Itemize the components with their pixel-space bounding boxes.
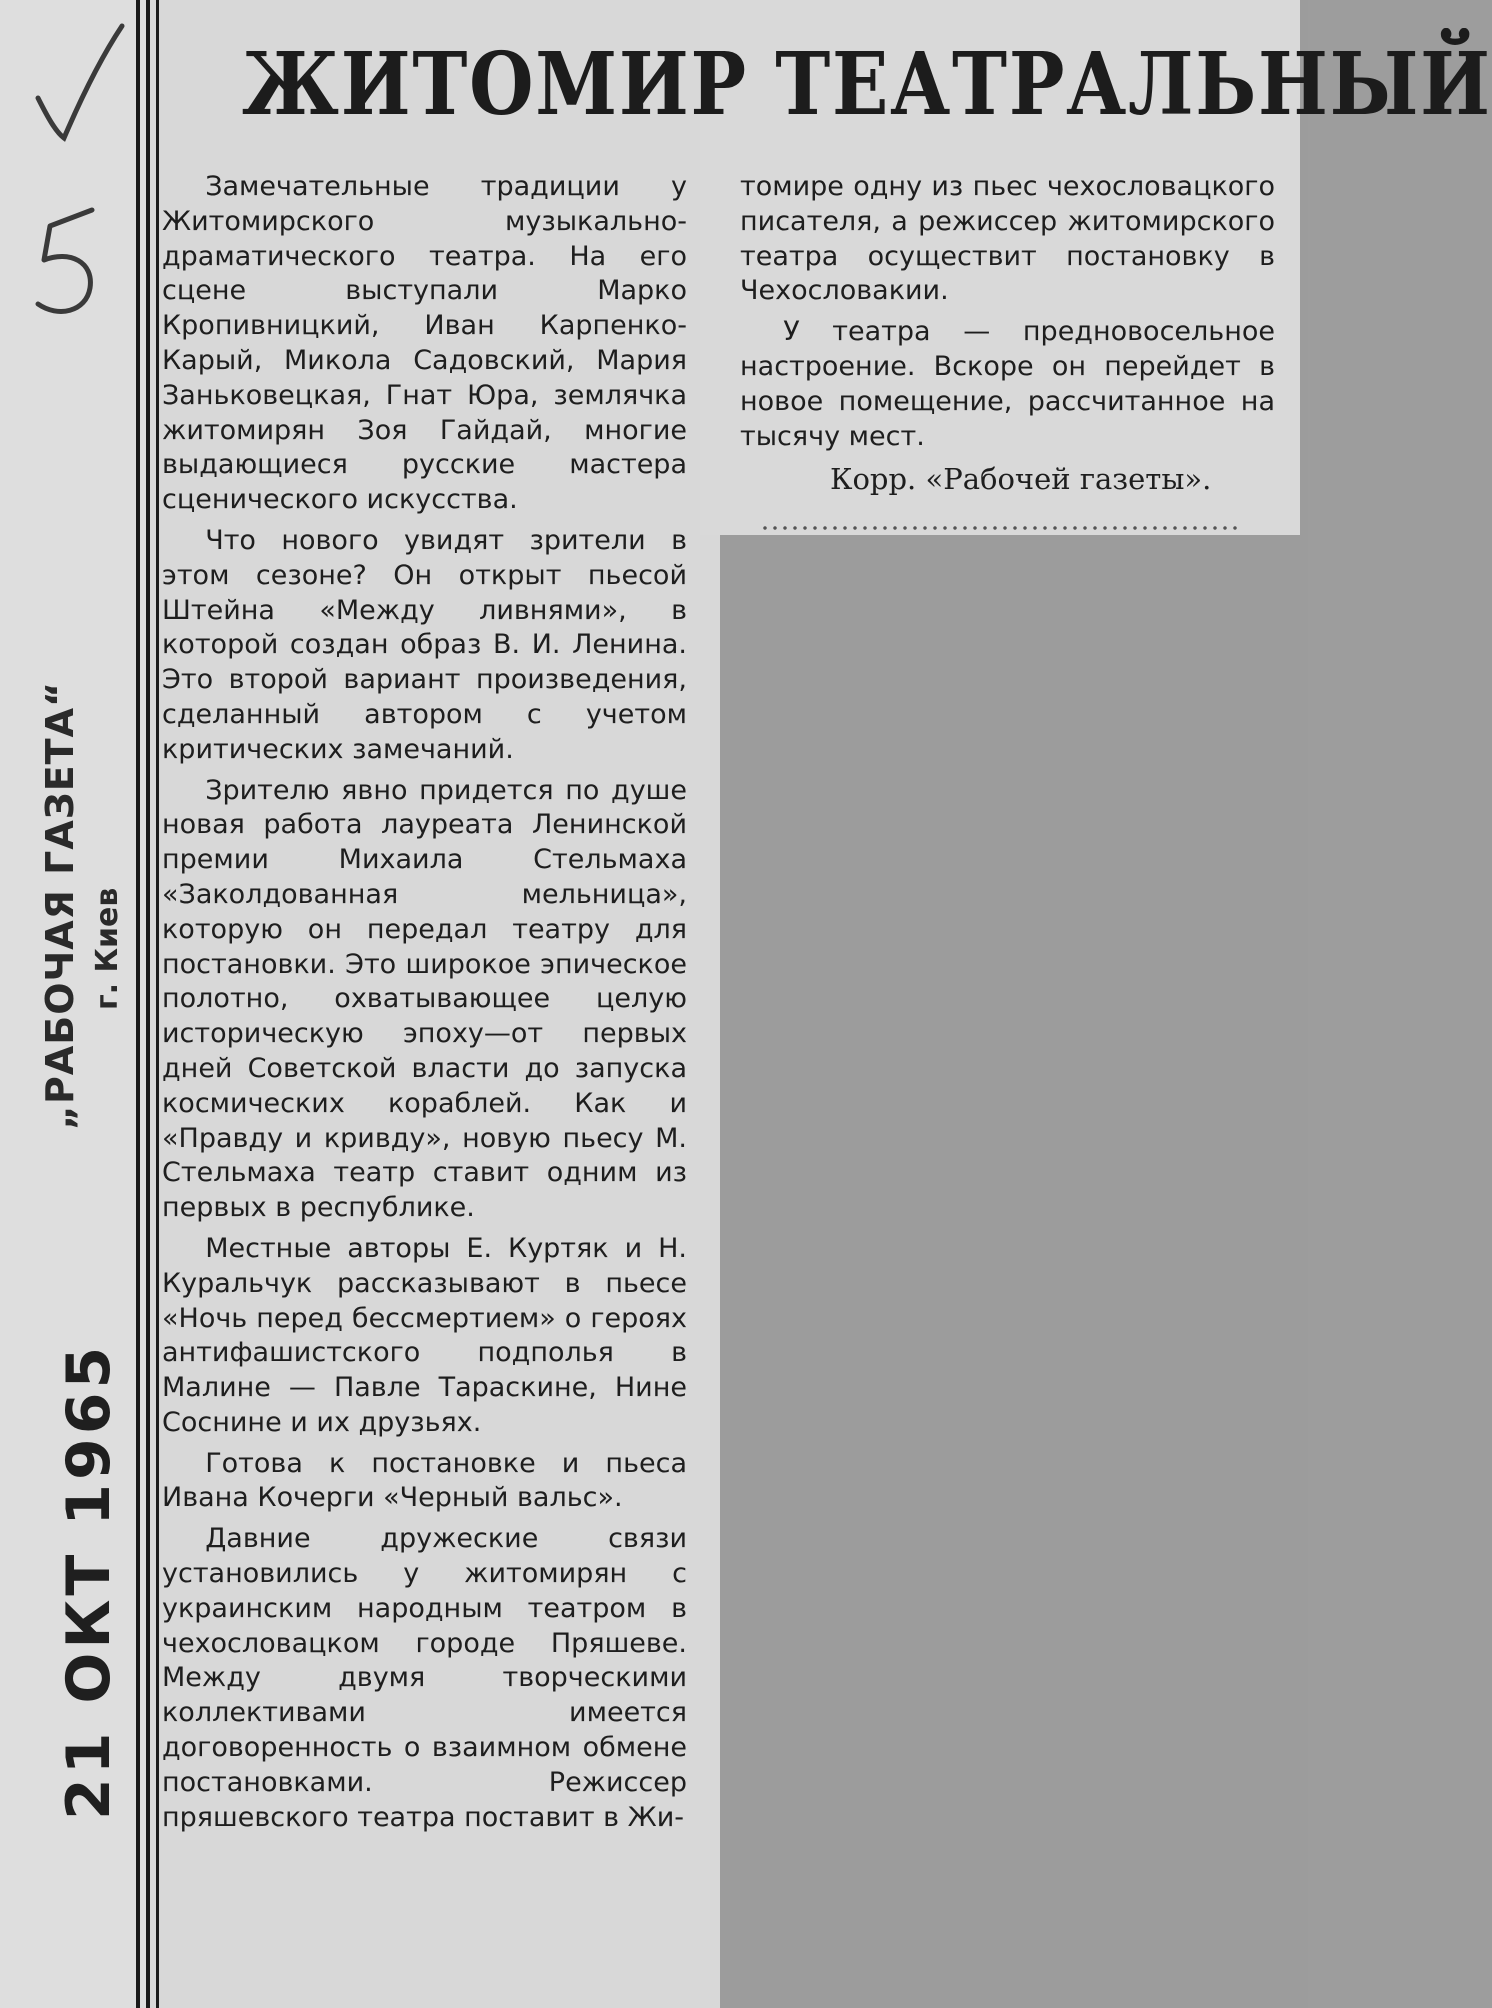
- article-paragraph: Замечательные традиции у Житомирского музыкально-драматического театра. На его сцене выступали Марко Кропивницкий, Иван Карпенко-Карый, Микола Садовский, Мария Заньковецкая, Гнат Юра, землячка житомирян Зоя Гайдай, многие выдающиеся русские мастера сценического искусства.: [162, 171, 687, 516]
- handwritten-five-icon: [20, 200, 110, 330]
- stamp-city: г. Киев: [90, 887, 125, 1010]
- stamp-date: 21 ОКТ 1965: [54, 1342, 124, 1820]
- vertical-rule: [146, 0, 150, 2008]
- article-paragraph: Давние дружеские связи установились у житомирян с украинским народным театром в чехословацком городе Пряшеве. Между двумя творческими коллективами имеется договоренность о взаимном обмене постановками. Режиссер пряшевского театра поставит в Жи-: [162, 1523, 687, 1833]
- vertical-rule: [156, 0, 159, 2008]
- article-paragraph: Готова к постановке и пьеса Ивана Кочерги «Черный вальс».: [162, 1447, 687, 1514]
- article-paragraph: Что нового увидят зрители в этом сезоне? Он открыт пьесой Штейна «Между ливнями», в которой создан образ В. И. Ленина. Это второй вариант произведения, сделанный автором с учетом критических замечаний.: [162, 524, 687, 765]
- vertical-rule: [136, 0, 140, 2008]
- article-paragraph: томире одну из пьес чехословацкого писателя, а режиссер житомирского театра осуществит постановку в Чехословакии.: [740, 171, 1275, 307]
- article-paragraph: У театра — предновосельное настроение. Вскоре он перейдет в новое помещение, рассчитанное на тысячу мест.: [740, 316, 1275, 452]
- article-signature: Корр. «Рабочей газеты».: [830, 462, 1212, 496]
- stamp-newspaper-name: „РАБОЧАЯ ГАЗЕТА“: [38, 681, 82, 1130]
- article-paragraph: Местные авторы Е. Куртяк и Н. Куральчук рассказывают в пьесе «Ночь перед бессмертием» о героях антифашистского подполья в Малине — Павле Тараскине, Нине Соснине и их друзьях.: [162, 1232, 687, 1438]
- dotted-divider: [760, 525, 1240, 531]
- article-left-column: [162, 170, 687, 1841]
- article-paragraph: Зрителю явно придется по душе новая работа лауреата Ленинской премии Михаила Стельмаха «Заколдованная мельница», которую он передал театру для постановки. Это широкое эпическое полотно, охватывающее целую историческую эпоху—от первых дней Советской власти до запуска космических кораблей. Как и «Правду и кривду», новую пьесу М. Стельмаха театр ставит одним из первых в республике.: [162, 774, 687, 1224]
- article-headline: ЖИТОМИР ТЕАТРАЛЬНЫЙ: [242, 34, 1492, 135]
- article-right-column: [740, 170, 1275, 460]
- handwritten-check-icon: [30, 20, 130, 150]
